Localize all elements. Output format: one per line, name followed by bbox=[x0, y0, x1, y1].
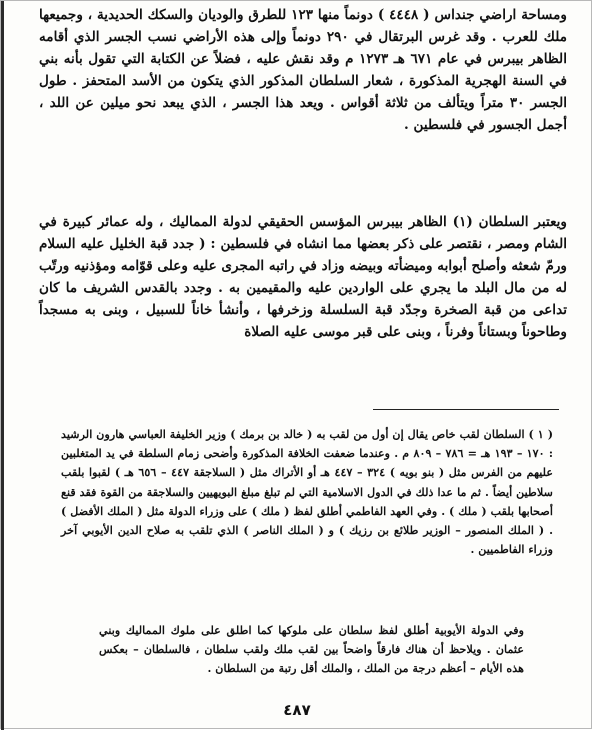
page-number: ٤٨٧ bbox=[283, 701, 311, 719]
footnote-2-text: وفي الدولة الأيوبية أطلق لفظ سلطان على ملوكها كما اطلق على ملوك المماليك وبني عثمان . ويلاحظ أن هناك فارقاً واضحاً بين لقب ملك ولقب سلطان ، فالسلطان – بعكس هذه الأيام – أعظم درجة من الملك ، والملك أقل رتبة من السلطان . bbox=[99, 623, 524, 676]
page-left-edge bbox=[1, 1, 4, 730]
main-text-block bbox=[39, 4, 567, 136]
footnote-separator bbox=[373, 409, 559, 410]
paragraph-baibars: ويعتبر السلطان (١) الظاهر بيبرس المؤسس الحقيقي لدولة المماليك ، وله عمائر كبيرة في الشام ومصر ، نقتصر على ذكر بعضها مما انشاه في فلسطين : ( جدد قبة الخليل عليه السلام ورمّ شعثه وأصلح أبوابه وميضأته وبيضه وزاد في راتبه المجرى عليه وعلى قوّامه ومؤذنيه ورتّب له من مال البلد ما يجري على الواردين عليه والمقيمين به . وجدد بالقدس الشريف ما كان تداعى من قبة الصخرة وجدّد قبة السلسلة وزخرفها ، وأنشأ خاناً للسبيل ، وبنى به مسجداً وطاحوناً وبستاناً وفرناً ، وبنى على قبر موسى عليه الصلاة bbox=[39, 214, 567, 340]
footnote-1-continued bbox=[99, 621, 524, 679]
paragraph-jindas-bridge: ومساحة اراضي جنداس ( ٤٤٤٨ ) دونماً منها ١٢٣ للطرق والوديان والسكك الحديدية ، وجميعها ملك للعرب . وقد غرس البرتقال في ٢٩٠ دونماً وإلى هذه الأراضي نسب الجسر الذي أقامه الظاهر بيبرس في عام ٦٧١ هـ ١٢٧٣ م وقد نقش عليه ، فضلاً عن الكتابة التي تقول بأنه بني في السنة الهجرية المذكورة ، شعار السلطان المذكور الذي يتكون من الأسد المتحفز . طول الجسر ٣٠ متراً ويتألف من ثلاثة أقواس . ويعد هذا الجسر ، الذي يبعد نحو ميلين عن اللد ، أجمل الجسور في فلسطين . bbox=[39, 7, 567, 133]
footnote-1-text: ( ١ ) السلطان لقب خاص يقال إن أول من لقب به ( خالد بن برمك ) وزير الخليفة العباسي هارون الرشيد : ١٧٠ – ١٩٣ هـ = ٧٨٦ – ٨٠٩ م . وعندما ضعفت الخلافة المذكورة وأضحى زمام السلطة في يد المتغلبين عليهم من الفرس مثل ( بنو بويه ) ٣٢٤ – ٤٤٧ هـ أو الأتراك مثل ( السلاجقة ٤٤٧ – ٦٥٦ هـ ) لقبوا بلقب سلاطين أيضاً . ثم ما عدا ذلك في الدول الاسلامية التي لم تبلغ مبلغ البويهيين والسلاجقة من القوة فقد قنع أصحابها بلقب ( ملك ) . وفي العهد الفاطمي أطلق لفظ ( ملك ) على وزراء الدولة مثل ( الملك الأفضل ) . ( الملك المنصور – الوزير طلائع بن رزيك ) و ( الملك الناصر ) الذي تلقب به صلاح الدين الأيوبي آخر وزراء الفاطميين . bbox=[61, 427, 554, 557]
main-text-block-2 bbox=[39, 211, 567, 343]
footnote-1 bbox=[61, 425, 553, 559]
